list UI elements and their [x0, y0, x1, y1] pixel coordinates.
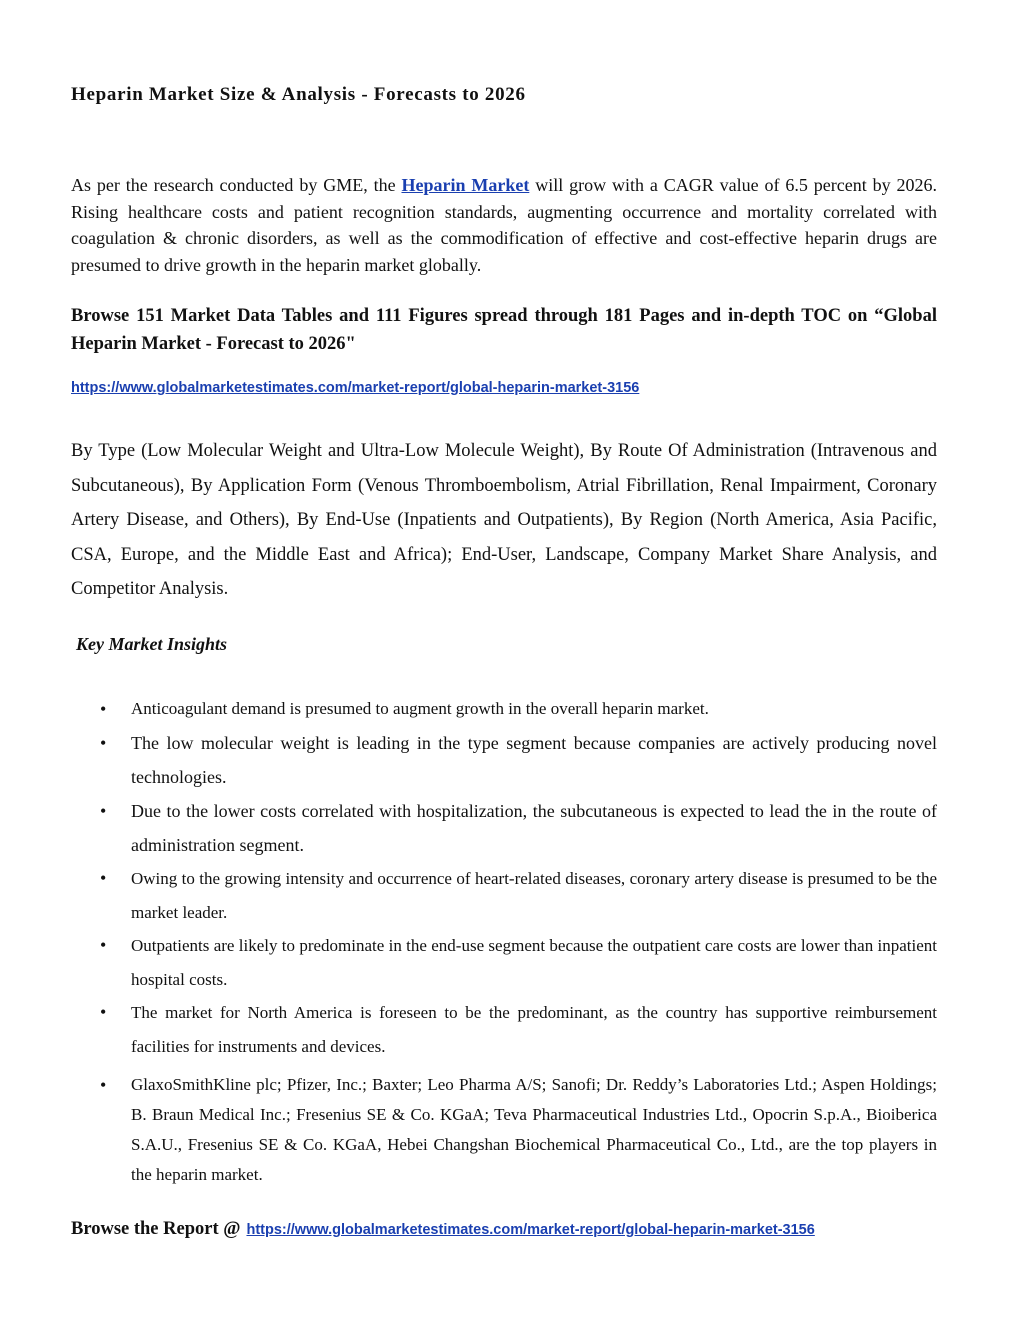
- list-item: • The market for North America is foreseen to be the predominant, as the country has supportive reimbursement facilities for instruments and devices.: [71, 996, 937, 1063]
- insights-list: [71, 692, 937, 1190]
- browse-tables-text: Browse 151 Market Data Tables and 111 Figures spread through 181 Pages and in-depth TOC on “Global Heparin Market - Forecast to 2026": [71, 306, 937, 354]
- segments-paragraph: By Type (Low Molecular Weight and Ultra-Low Molecule Weight), By Route Of Administration (Intravenous and Subcutaneous), By Application Form (Venous Thromboembolism, Atrial Fibrillation, Renal Impairment, Coronary Artery Disease, and Others), By End-Use (Inpatients and Outpatients), By Region (North America, Asia Pacific, CSA, Europe, and the Middle East and Africa); End-User, Landscape, Company Market Share Analysis, and Competitor Analysis.: [71, 441, 937, 600]
- report-url-link[interactable]: https://www.globalmarketestimates.com/market-report/global-heparin-market-3156: [71, 380, 640, 396]
- key-insights-heading: Key Market Insights: [76, 634, 228, 654]
- list-item: • Owing to the growing intensity and occurrence of heart-related diseases, coronary artery disease is presumed to be the market leader.: [71, 862, 937, 929]
- intro-text-before: As per the research conducted by GME, the: [71, 175, 402, 195]
- intro-paragraph: [71, 172, 937, 278]
- browse-report-label: Browse the Report @: [71, 1219, 241, 1239]
- browse-report-link[interactable]: https://www.globalmarketestimates.com/market-report/global-heparin-market-3156: [246, 1222, 815, 1238]
- heparin-market-link[interactable]: Heparin Market: [401, 175, 530, 195]
- page-title: Heparin Market Size & Analysis - Forecasts to 2026: [71, 84, 526, 105]
- list-item: • Anticoagulant demand is presumed to augment growth in the overall heparin market.: [71, 692, 937, 726]
- intro-text-after: will grow with a CAGR value of 6.5 percent by 2026. Rising healthcare costs and patient recognition standards, augmenting occurrence and mortality correlated with coagulation & chronic disorders, as well as the commodification of effective and cost-effective heparin drugs are presumed to drive growth in the heparin market globally.: [71, 175, 937, 275]
- list-item: • GlaxoSmithKline plc; Pfizer, Inc.; Baxter; Leo Pharma A/S; Sanofi; Dr. Reddy’s Laboratories Ltd.; Aspen Holdings; B. Braun Medical Inc.; Fresenius SE & Co. KGaA; Teva Pharmaceutical Industries Ltd., Opocrin S.p.A., Bioiberica S.A.U., Fresenius SE & Co. KGaA, Hebei Changshan Biochemical Pharmaceutical Co., Ltd., are the top players in the heparin market.: [71, 1070, 937, 1190]
- list-item: • Due to the lower costs correlated with hospitalization, the subcutaneous is expected to lead the in the route of administration segment.: [71, 794, 937, 862]
- list-item: • The low molecular weight is leading in the type segment because companies are actively producing novel technologies.: [71, 726, 937, 794]
- list-item: • Outpatients are likely to predominate in the end-use segment because the outpatient care costs are lower than inpatient hospital costs.: [71, 929, 937, 996]
- browse-report-line: [71, 1219, 937, 1240]
